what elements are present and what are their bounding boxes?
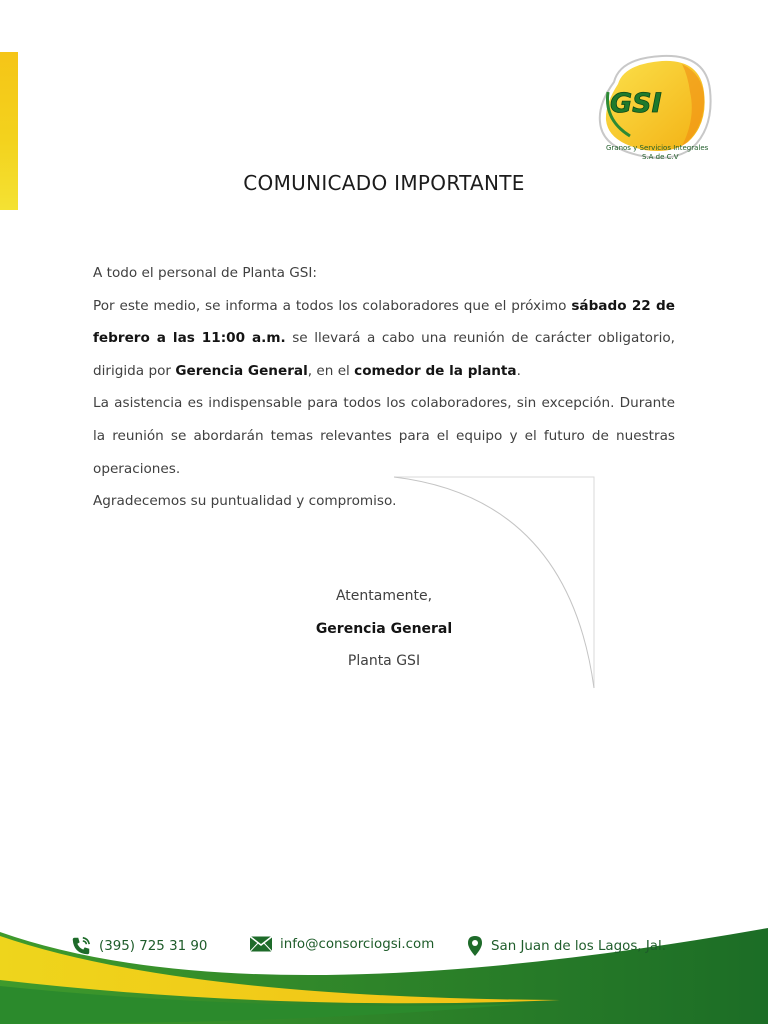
greeting: A todo el personal de Planta GSI: xyxy=(93,265,317,281)
closing-block xyxy=(234,580,534,678)
paragraph-thanks: Agradecemos su puntualidad y compromiso. xyxy=(93,493,397,510)
signer-name: Gerencia General xyxy=(315,620,453,637)
mail-icon xyxy=(249,935,273,953)
footer-email[interactable] xyxy=(249,935,434,953)
meeting-organizer: Gerencia General xyxy=(175,362,308,379)
paragraph-text: , en el xyxy=(307,362,355,379)
gsi-logo xyxy=(596,52,716,170)
paragraph-meeting xyxy=(93,290,675,388)
logo-tagline-line2: S.A de C.V xyxy=(642,153,679,161)
location-pin-icon xyxy=(466,935,484,957)
closing-salutation: Atentamente, xyxy=(335,588,433,604)
phone-icon xyxy=(70,935,92,957)
meeting-place: comedor de la planta xyxy=(354,362,517,379)
location-text: San Juan de los Lagos, Jal. xyxy=(491,938,666,954)
logo-tagline-line1: Granos y Servicios Integrales xyxy=(606,144,709,152)
footer-phone[interactable] xyxy=(70,935,207,957)
logo-mark: GSI xyxy=(610,88,662,119)
phone-number: (395) 725 31 90 xyxy=(99,938,208,954)
page-title: COMUNICADO IMPORTANTE xyxy=(243,171,525,196)
signer-place: Planta GSI xyxy=(347,653,421,669)
meeting-date: sábado 22 de febrero a las 11:00 a.m. xyxy=(93,297,675,347)
paragraph-text: . xyxy=(516,362,521,379)
footer-location[interactable] xyxy=(466,935,666,957)
paragraph-attendance: La asistencia es indispensable para todos los colaboradores, sin excepción. Durante la reunión se abordarán temas relevantes para el equipo y el futuro de nuestras operaciones. xyxy=(93,395,675,477)
email-address: info@consorciogsi.com xyxy=(280,936,435,952)
paragraph-text: Por este medio, se informa a todos los colaboradores que el próximo xyxy=(93,297,572,314)
footer-wave-decoration xyxy=(0,900,768,1024)
paragraph-text: se llevará a cabo una reunión de carácter obligatorio, dirigida por xyxy=(93,330,675,379)
